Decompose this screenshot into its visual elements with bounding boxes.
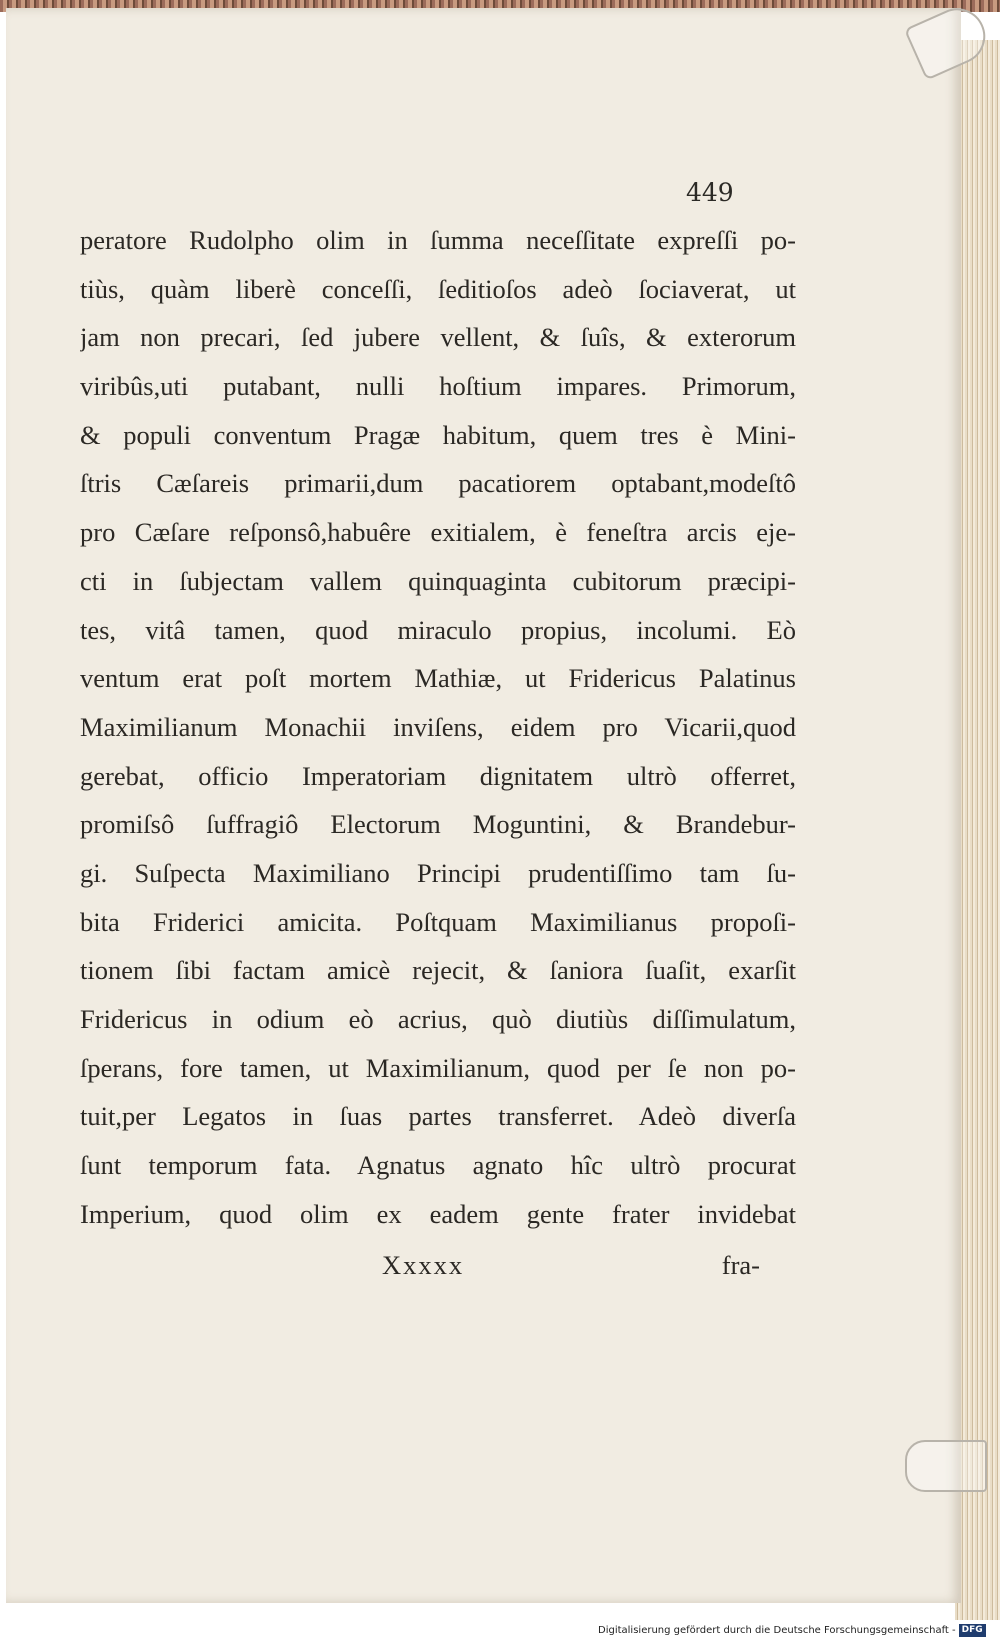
text-line: promiſsô ſuffragiô Electorum Moguntini, & Brandebur- bbox=[80, 809, 796, 840]
text-line: cti in ſubjectam vallem quinquaginta cubitorum præcipi- bbox=[80, 565, 796, 596]
text-line: pro Cæſare reſponsô,habuêre exitialem, è feneſtra arcis eje- bbox=[80, 517, 796, 548]
text-line: Imperium, quod olim ex eadem gente frater invidebat bbox=[80, 1198, 796, 1229]
signature-mark: Xxxxx bbox=[382, 1250, 465, 1280]
text-line: Maximilianum Monachii inviſens, eidem pro Vicarii,quod bbox=[80, 711, 796, 742]
text-line: & populi conventum Pragæ habitum, quem tres è Mini- bbox=[80, 419, 796, 450]
catchword: fra- bbox=[721, 1250, 760, 1280]
funding-credit bbox=[598, 1622, 1000, 1640]
text-line: tuit,per Legatos in ſuas partes transferret. Adeò diverſa bbox=[80, 1101, 796, 1132]
page-edges bbox=[955, 40, 1000, 1620]
text-line: ſtris Cæſareis primarii,dum pacatiorem optabant,modeſtô bbox=[80, 468, 796, 499]
dfg-logo-icon: DFG bbox=[959, 1624, 986, 1637]
text-line: bita Friderici amicita. Poſtquam Maximilianus propoſi- bbox=[80, 906, 796, 937]
text-line: peratore Rudolpho olim in ſumma neceſſitate expreſſi po- bbox=[80, 225, 796, 255]
text-line: viribûs,uti putabant, nulli hoſtium impares. Primorum, bbox=[80, 371, 796, 402]
text-line: gi. Suſpecta Maximiliano Principi prudentiſſimo tam ſu- bbox=[80, 857, 796, 888]
text-line: ventum erat poſt mortem Mathiæ, ut Fridericus Palatinus bbox=[80, 663, 796, 694]
text-line: gerebat, officio Imperatoriam dignitatem ultrò offerret, bbox=[80, 760, 796, 791]
text-line: tiùs, quàm liberè conceſſi, ſeditioſos adeò ſociaverat, ut bbox=[80, 273, 796, 304]
page-clip-icon bbox=[905, 1440, 987, 1492]
text-line: Fridericus in odium eò acrius, quò diutiùs diſſimulatum, bbox=[80, 1004, 796, 1034]
body-text bbox=[80, 216, 796, 1238]
text-line: ſperans, fore tamen, ut Maximilianum, quod per ſe non po- bbox=[80, 1052, 796, 1083]
text-line: jam non precari, ſed jubere vellent, & ſuîs, & exterorum bbox=[80, 322, 796, 353]
text-line: tes, vitâ tamen, quod miraculo propius, incolumi. Eò bbox=[80, 614, 796, 645]
funding-text: Digitalisierung gefördert durch die Deutsche Forschungsgemeinschaft - bbox=[598, 1625, 956, 1636]
text-line: tionem ſibi factam amicè rejecit, & ſaniora ſuaſit, exarſit bbox=[80, 955, 796, 986]
text-line: ſunt temporum fata. Agnatus agnato hîc ultrò procurat bbox=[80, 1150, 796, 1181]
page-number: 449 bbox=[686, 178, 734, 207]
